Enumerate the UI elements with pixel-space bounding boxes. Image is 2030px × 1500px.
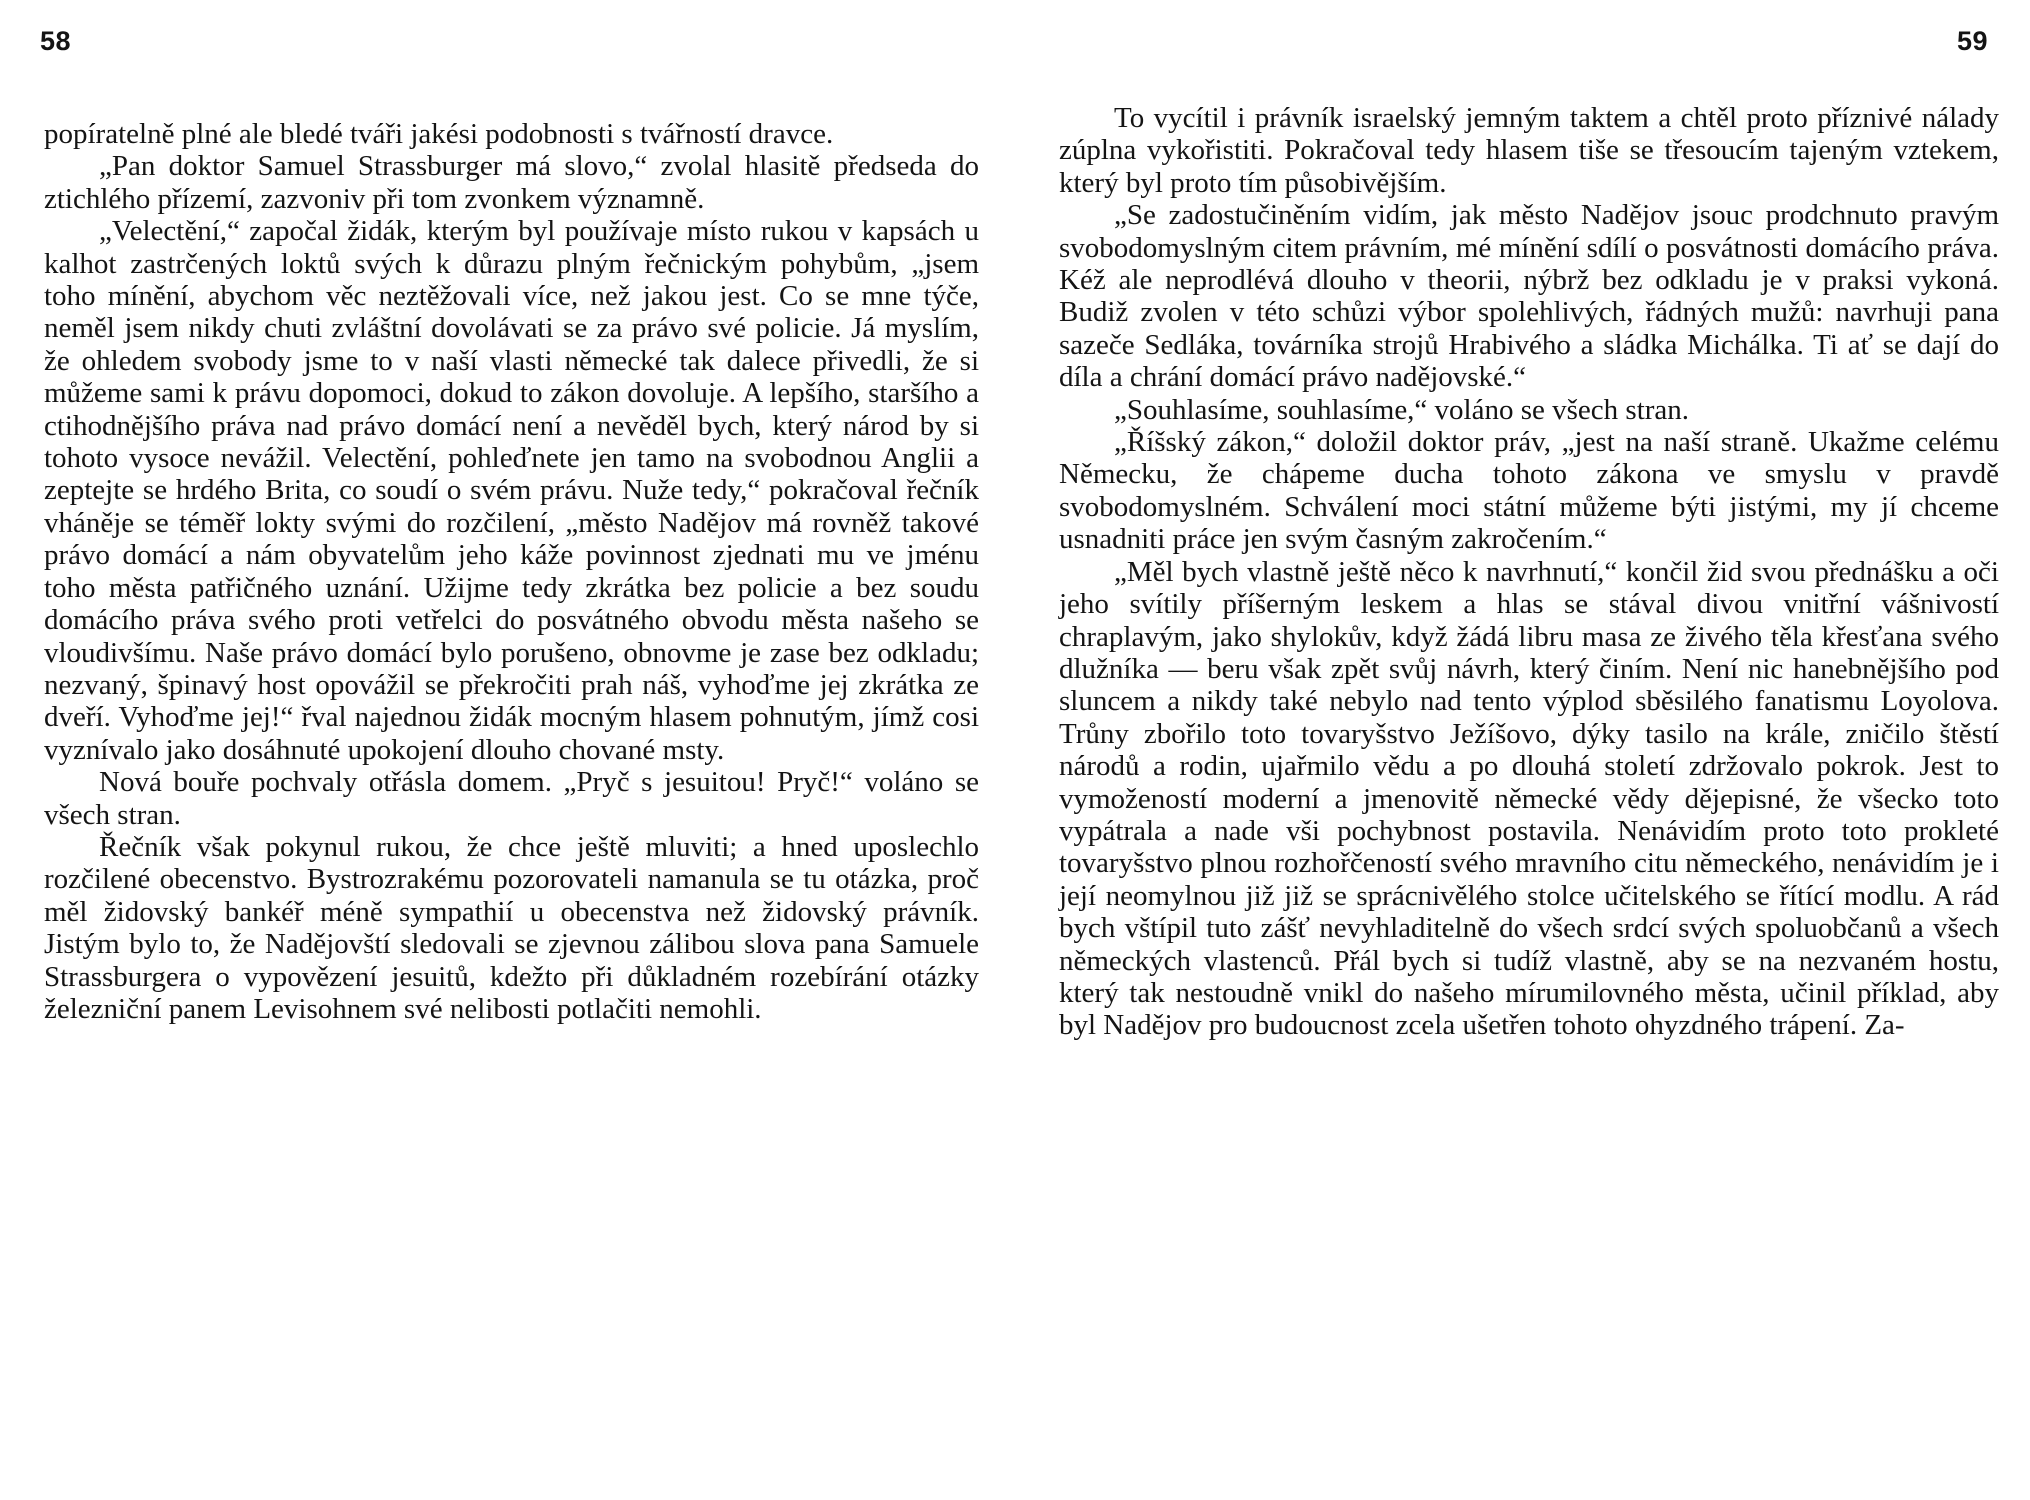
paragraph: To vycítil i právník israelský jemným taktem a chtěl proto příznivé nálady zúplna vykořistiti. Pokračoval tedy hlasem tiše se třesoucím tajeným vztekem, který byl proto tím působivějším.: [1059, 102, 1999, 199]
paragraph: „Měl bych vlastně ještě něco k navrhnutí,“ končil žid svou přednášku a oči jeho svítily příšerným leskem a hlas se stával divou vnitřní vášnivostí chraplavým, jako shylokův, když žádá libru masa ze živého těla křesťana svého dlužníka — beru však zpět svůj návrh, který činím. Není nic hanebnějšího pod sluncem a nikdy také nebylo nad tento výplod sběsilého fanatismu Loyolova. Trůny zbořilo toto tovaryšstvo Ježíšovo, dýky tasilo na krále, zničilo štěstí národů a rodin, ujařmilo vědu a po dlouhá století zdržovalo pokrok. Jest to vymožeností moderní a jmenovitě německé vědy dějepisné, že všecko toto vypátrala a nade vši pochybnost postavila. Nenávidím proto toto prokleté tovaryšstvo plnou rozhořčeností svého mravního citu německého, nenávidím je i její neomylnou již již se sprácnivělého stolce učitelského se řítící modlu. A rád bych vštípil tuto zášť nevyhladitelně do všech srdcí svých spoluobčanů a všech německých vlastenců. Přál bych si tudíž vlastně, aby se na nezvaném hostu, který tak nestoudně vnikl do našeho mírumilovného města, učinil příklad, aby byl Nadějov pro budoucnost zcela ušetřen tohoto ohyzdného trápení. Za-: [1059, 555, 1999, 1042]
page-body: [44, 118, 979, 1025]
paragraph: „Pan doktor Samuel Strassburger má slovo,“ zvolal hlasitě předseda do ztichlého přízemí, zazvoniv při tom zvonkem významně.: [44, 150, 979, 215]
paragraph: „Říšský zákon,“ doložil doktor práv, „jest na naší straně. Ukažme celému Německu, že chápeme ducha tohoto zákona ve smyslu v pravdě svobodomyslném. Schválení moci státní můžeme býti jistými, my jí chceme usnadniti práce jen svým časným zakročením.“: [1059, 426, 1999, 556]
paragraph: „Souhlasíme, souhlasíme,“ voláno se všech stran.: [1114, 393, 1690, 426]
page-number: 58: [40, 26, 72, 56]
paragraph: „Se zadostučiněním vidím, jak město Nadějov jsouc prodchnuto pravým svobodomyslným citem právním, mé mínění sdílí o posvátnosti domácího práva. Kéž ale neprodlévá dlouho v theorii, nýbrž bez odkladu je v praksi vykoná. Budiž zvolen v této schůzi výbor spolehlivých, řádných mužů: navrhuji pana sazeče Sedláka, továrníka strojů Hrabivého a sládka Michálka. Ti ať se dají do díla a chrání domácí právo nadějovské.“: [1059, 199, 1999, 394]
paragraph: popíratelně plné ale bledé tváři jakési podobnosti s tvářností dravce.: [44, 118, 834, 150]
right-page: [1015, 0, 2030, 1500]
page-number: 59: [1956, 26, 1988, 56]
paragraph: Řečník však pokynul rukou, že chce ještě mluviti; a hned uposlechlo rozčilené obecenstvo. Bystrozrakému pozorovateli namanula se tu otázka, proč měl židovský bankéř méně sympathií u obecenstva než židovský právník. Jistým bylo to, že Nadějovští sledovali se zjevnou zálibou slova pana Samuele Strassburgera o vypovězení jesuitů, kdežto při důkladném rozebírání otázky železniční panem Levisohnem své nelibosti potlačiti nemohli.: [44, 830, 979, 1025]
paragraph: „Velectění,“ započal židák, kterým byl používaje místo rukou v kapsách u kalhot zastrčených loktů svých k důrazu plným řečnickým pohybům, „jsem toho mínění, abychom věc neztěžovali více, než jakou jest. Co se mne týče, neměl jsem nikdy chuti zvláštní dovolávati se za právo své policie. Já myslím, že ohledem svobody jsme to v naší vlasti německé tak dalece přivedli, že si můžeme sami k právu dopomoci, dokud to zákon dovoluje. A lepšího, staršího a ctihodnějšího práva nad právo domácí není a nevěděl bych, který národ by si tohoto vysoce nevážil. Velectění, pohleďnete jen tamo na svobodnou Anglii a zeptejte se hrdého Brita, co soudí o svém právu. Nuže tedy,“ pokračoval řečník vháněje se téměř lokty svými do rozčilení, „město Nadějov má rovněž takové právo domácí a nám obyvatelům jeho káže povinnost zjednati mu ve jménu toho města patřičného uznání. Užijme tedy zkrátka bez policie a bez soudu domácího práva svého proti vetřelci do posvátného obvodu města našeho se vloudivšímu. Naše právo domácí bylo porušeno, obnovme je zase bez odkladu; nezvaný, špinavý host opovážil se překročiti prah náš, vyhoďme jej zkrátka ze dveří. Vyhoďme jej!“ řval najednou židák mocným hlasem pohnutým, jímž cosi vyznívalo jako dosáhnuté upokojení dlouho chované msty.: [44, 215, 979, 766]
paragraph: Nová bouře pochvaly otřásla domem. „Pryč s jesuitou! Pryč!“ voláno se všech stran.: [44, 766, 979, 831]
page-body: [1059, 102, 1999, 1042]
